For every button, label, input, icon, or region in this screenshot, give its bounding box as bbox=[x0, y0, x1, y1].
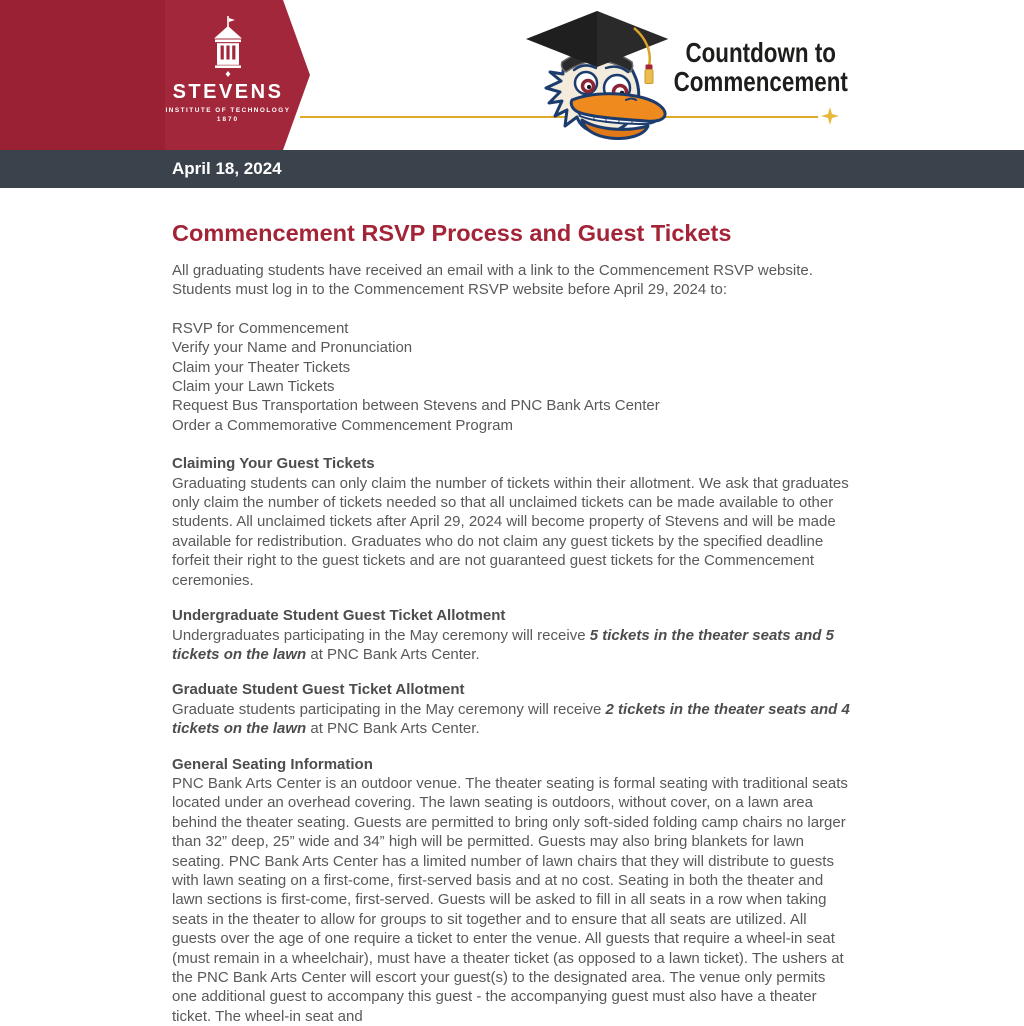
section-heading: Undergraduate Student Guest Ticket Allotment bbox=[172, 607, 506, 625]
stevens-founding-year: 1870 bbox=[216, 116, 240, 123]
emphasis-text: 2 tickets in the theater seats and 4 tickets on the lawn bbox=[172, 700, 850, 738]
date-bar bbox=[0, 150, 1024, 188]
newsletter-title-line1: Countdown to bbox=[685, 37, 837, 68]
checklist-item: Claim your Theater Tickets bbox=[172, 358, 351, 376]
stevens-subtitle: INSTITUTE OF TECHNOLOGY bbox=[165, 107, 291, 114]
article-title: Commencement RSVP Process and Guest Tickets bbox=[172, 220, 732, 246]
checklist-item: Verify your Name and Pronunciation bbox=[172, 339, 413, 357]
newsletter-title-line2: Commencement bbox=[673, 66, 848, 97]
newsletter-title bbox=[674, 38, 848, 96]
stevens-tower-icon bbox=[204, 16, 252, 78]
checklist-item: Order a Commemorative Commencement Program bbox=[172, 416, 513, 434]
stevens-logo bbox=[163, 0, 293, 150]
sparkle-icon bbox=[821, 107, 839, 125]
emphasis-text: 5 tickets in the theater seats and 5 tickets on the lawn bbox=[172, 626, 834, 663]
section-paragraph: Undergraduates participating in the May ceremony will receive 5 tickets in the theater seats and 5 tickets on the lawn at PNC Bank Arts Center. bbox=[172, 626, 834, 663]
checklist-item: Request Bus Transportation between Stevens and PNC Bank Arts Center bbox=[172, 397, 660, 415]
issue-date: April 18, 2024 bbox=[172, 159, 282, 178]
article bbox=[172, 188, 854, 1026]
masthead bbox=[0, 0, 1024, 150]
section-heading: General Seating Information bbox=[172, 755, 373, 773]
stevens-wordmark: STEVENS bbox=[172, 81, 284, 103]
checklist-item: RSVP for Commencement bbox=[172, 319, 349, 337]
duck-mascot-graduation-icon bbox=[522, 8, 672, 140]
section-paragraph: PNC Bank Arts Center is an outdoor venue. The theater seating is formal seating with traditional seats located under an overhead covering. The lawn seating is outdoors, without cover, on a lawn area behind the theater seating. Guests are permitted to bring only soft-sided folding camp chairs no larger than 32” deep, 25” wide and 34” high will be permitted. Guests may also bring blankets for lawn seating. PNC Bank Arts Center has a limited number of lawn chairs that they will distribute to guests with lawn seating on a first-come, first-served basis and at no cost. Seating in both the theater and lawn sections is first-come, first-served. Guests will be asked to fill in all seats in a row when taking seats in the theater to allow for groups to sit together and to ensure that all seats are utilized. All guests over the age of one require a ticket to enter the venue. All guests that require a wheel-in seat (must remain in a wheelchair), must have a theater ticket (as opposed to a lawn ticket). The ushers at the PNC Bank Arts Center will escort your guest(s) to the designated area. The venue only permits one additional guest to accompany this guest - the accompanying guest must also have a theater ticket. The wheel-in seat and bbox=[172, 774, 848, 1025]
section-heading: Claiming Your Guest Tickets bbox=[172, 455, 375, 473]
section-paragraph: Graduating students can only claim the number of tickets within their allotment. We ask that graduates only claim the number of tickets needed so that all unclaimed tickets can be made available to other students. All unclaimed tickets after April 29, 2024 will become property of Stevens and will be made available for redistribution. Graduates who do not claim any guest tickets by the specified deadline forfeit their right to the guest tickets and are not guaranteed guest tickets for the Commencement ceremonies. bbox=[172, 474, 849, 589]
rsvp-checklist bbox=[172, 319, 854, 435]
section-heading: Graduate Student Guest Ticket Allotment bbox=[172, 681, 465, 699]
article-intro: All graduating students have received an email with a link to the Commencement RSVP website. Students must log in to the Commencement RSVP website before April 29, 2024 to: bbox=[172, 262, 813, 299]
checklist-item: Claim your Lawn Tickets bbox=[172, 378, 335, 396]
section-paragraph: Graduate students participating in the May ceremony will receive 2 tickets in the theater seats and 4 tickets on the lawn at PNC Bank Arts Center. bbox=[172, 700, 850, 738]
article-sections bbox=[172, 454, 854, 1026]
